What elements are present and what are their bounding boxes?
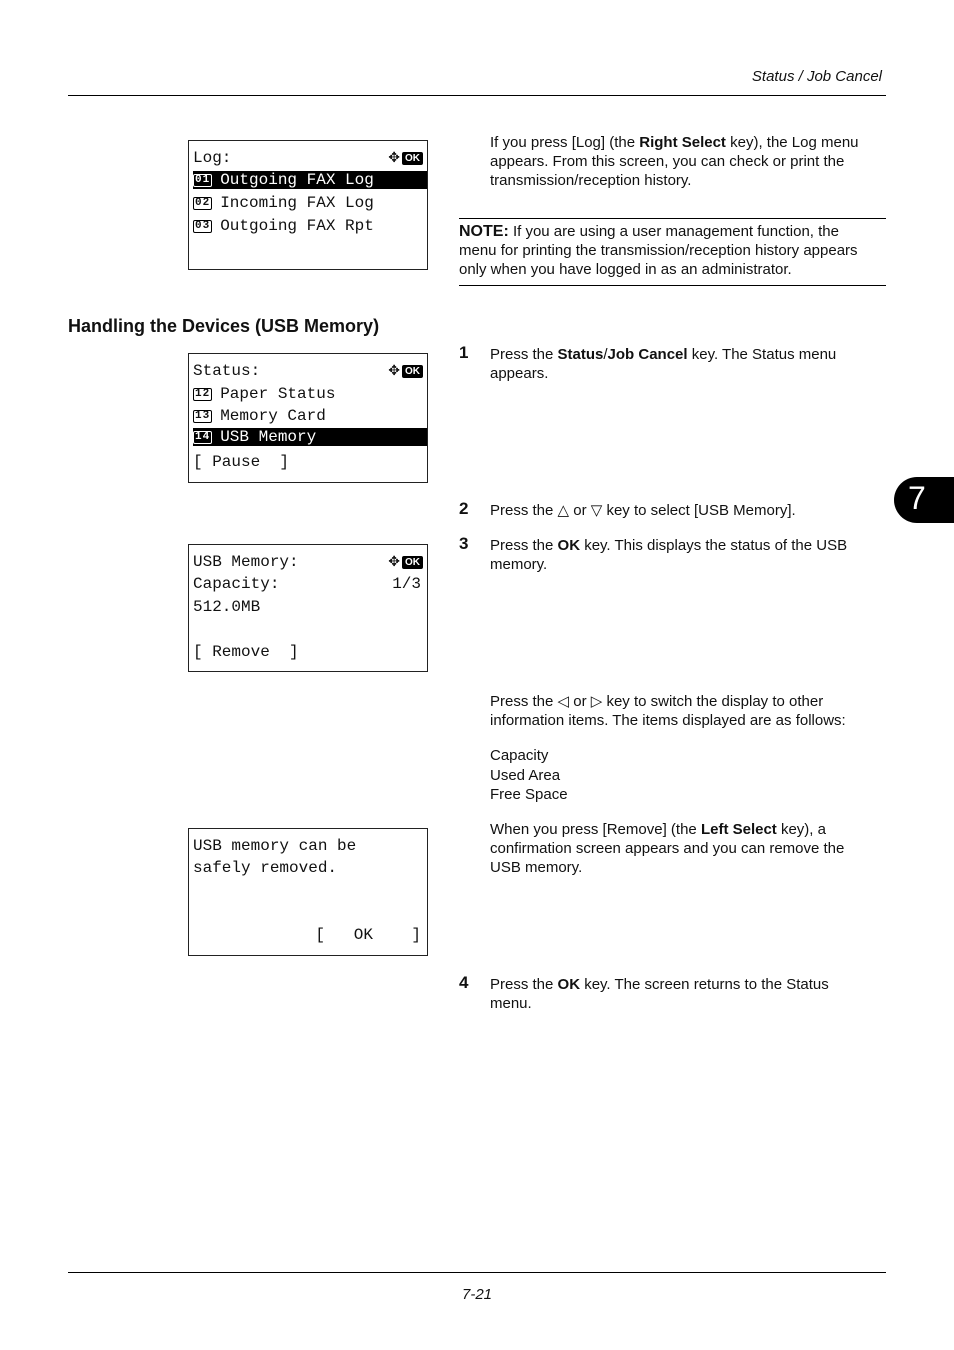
step-number: 1 [459,343,469,362]
lcd-selected-row [193,171,427,189]
lcd-screen-status [188,353,428,483]
list-item: Capacity [490,747,549,764]
lcd-screen-log [188,140,428,270]
step-number: 4 [459,973,469,992]
header-rule [68,95,886,96]
right-select-key: Right Select [639,134,726,151]
lcd-nav-icons [388,149,423,166]
menu-item-label: Memory Card [220,407,326,425]
item-number: 01 [195,174,211,186]
list-item: Used Area [490,766,561,784]
step-1-text: Press the Status/Job Cancel key. The Status menu appears. [490,346,837,382]
lcd-row [193,193,374,213]
remove-paragraph: When you press [Remove] (the Left Select key), a confirmation screen appears and you can remove the USB memory. [490,821,845,876]
item-number: 12 [195,388,211,400]
menu-item-label: Outgoing FAX Rpt [220,217,374,235]
lcd-row [193,384,335,404]
step-3-text: Press the OK key. This displays the status of the USB memory. [490,537,848,573]
item-number: 13 [195,410,211,422]
chapter-number: 7 [908,480,926,516]
lcd-title: Log: [193,149,232,167]
lcd-title: USB Memory: [193,553,299,571]
lcd-softkey: [ Remove ] [193,643,299,661]
page-number: 7-21 [461,1286,493,1303]
menu-item-label: Paper Status [220,385,336,403]
lcd-nav-icons [388,553,423,570]
lcd-selected-row [193,428,427,446]
ok-badge-icon: OK [402,556,423,569]
page-header-title: Status / Job Cancel [751,68,882,85]
lcd-softkey: [ Pause ] [193,453,290,471]
footer-rule [68,1272,886,1273]
note-box: NOTE: If you are using a user management function, the menu for printing the transmission/reception history appears only when you have logged in as an administrator. [459,218,886,286]
note-label: NOTE: [459,223,509,240]
lcd-softkey: [ OK ] [315,926,421,944]
switch-paragraph: Press the ◁ or ▷ key to switch the display to other information items. The items displayed are as follows: [490,693,846,729]
four-way-arrow-icon: ✥ [388,553,400,569]
lcd-page-indicator: 1/3 [392,575,421,593]
lcd-capacity-label: Capacity: [193,575,280,593]
menu-item-label: USB Memory [220,428,317,446]
item-number: 14 [195,431,211,443]
lcd-screen-usb-memory [188,544,428,672]
lcd-nav-icons [388,362,423,379]
lcd-capacity-value: 512.0MB [193,598,261,616]
four-way-arrow-icon: ✥ [388,362,400,378]
section-title: Handling the Devices (USB Memory) [68,316,380,336]
left-select-key: Left Select [700,821,777,838]
menu-item-label: Incoming FAX Log [220,194,374,212]
lcd-screen-removed [188,828,428,956]
item-number: 03 [195,220,211,232]
lcd-message-line: USB memory can be [193,837,357,855]
intro-paragraph: If you press [Log] (the Right Select key), the Log menu appears. From this screen, you can check or print the transmission/reception history. [490,134,859,189]
four-way-arrow-icon: ✥ [388,149,400,165]
ok-badge-icon: OK [402,365,423,378]
lcd-message-line: safely removed. [193,859,338,877]
items-list [490,746,885,805]
step-2-text: Press the △ or ▽ key to select [USB Memory]. [490,502,796,519]
step-4-text: Press the OK key. The screen returns to the Status menu. [490,976,829,1012]
lcd-title: Status: [193,362,261,380]
menu-item-label: Outgoing FAX Log [220,171,374,189]
ok-badge-icon: OK [402,152,423,165]
step-number: 2 [459,499,469,518]
item-number: 02 [195,197,211,209]
chapter-tab [894,477,954,523]
lcd-row [193,216,374,236]
list-item: Free Space [490,786,568,803]
step-number: 3 [459,534,469,553]
lcd-row [193,406,326,426]
